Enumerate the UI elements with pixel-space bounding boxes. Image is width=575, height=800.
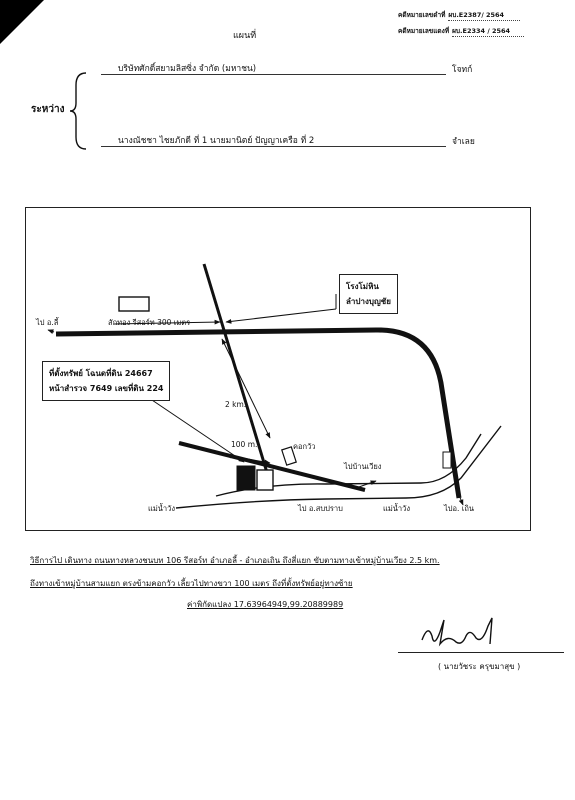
saktong-resort-label: สักทอง รีสอร์ท 300 เมตร: [108, 318, 191, 327]
defendant-role: จำเลย: [452, 137, 475, 147]
signer-name: ( นายวัชระ ครุขมาสุข ): [438, 662, 521, 671]
kok-wua-label: คอกวัว: [293, 442, 316, 451]
property-building: [257, 470, 273, 490]
distance-100m-label: 100 m.: [231, 440, 258, 449]
to-li-label: ไป อ.ลี้: [36, 318, 59, 327]
property-box: [42, 361, 170, 401]
to-sop-prap-label: ไป อ.สบปราบ: [298, 504, 343, 513]
river-left-label: แม่น้ำวัง: [148, 504, 175, 513]
directions-line-2: ถึงทางเข้าหมู่บ้านสามแยก ตรงข้ามคอกวัว เลี้ยวไปทางขวา 100 เมตร ถึงที่ตั้งทรัพย์อยู่ทางซ้าย: [30, 579, 353, 588]
red-case-number: คดีหมายเลขแดงที่ ผบ.E2334 / 2564: [398, 26, 524, 37]
river-right-label: แม่น้ำวัง: [383, 504, 410, 513]
between-label: ระหว่าง: [31, 104, 65, 115]
signature: [418, 614, 508, 654]
plaintiff-line: [101, 74, 446, 75]
document-title: แผนที่: [233, 31, 257, 41]
plaintiff-name: บริษัทศักดิ์สยามลิสซิ่ง จำกัด (มหาชน): [118, 64, 257, 74]
defendant-names: นางณัชชา ไชยภักดี ที่ 1 นายมานิตย์ ปัญญาเครือ ที่ 2: [118, 136, 315, 146]
bridge: [443, 452, 451, 468]
coordinates: ค่าพิกัดแปลง 17.63964949,99.20889989: [187, 600, 344, 609]
stone-mill-name: โรงโม่หิน: [346, 282, 379, 291]
resort-building: [119, 297, 149, 311]
to-thoen-label: ไปอ. เถิน: [444, 504, 475, 513]
property-deed: ที่ตั้งทรัพย์ โฉนดที่ดิน 24667: [49, 369, 153, 378]
directions-line-1: วิธีการไป เดินทาง ถนนทางหลวงชนบท 106 รีสอร์ท อำเภอลี้ - อำเภอเถิน ถึงสี่แยก ขับตามทางเข้าหมู่บ้านเวียง 2.5 km.: [30, 556, 440, 565]
distance-2km-label: 2 km.: [225, 400, 247, 409]
to-ban-wiang-label: ไปบ้านเวียง: [344, 462, 382, 471]
defendant-line: [101, 146, 446, 147]
property-survey: หน้าสำรวจ 7649 เลขที่ดิน 224: [49, 384, 164, 393]
party-brace: [68, 71, 90, 151]
stone-mill-box: [339, 274, 398, 314]
plaintiff-role: โจทก์: [452, 65, 473, 75]
stone-mill-owner: ลำปางบุญชัย: [346, 297, 391, 306]
property-parcel: [237, 466, 255, 490]
map-frame: [25, 207, 531, 531]
corner-mark: [0, 0, 44, 44]
signature-line: [398, 652, 564, 653]
black-case-number: คดีหมายเลขดำที่ ผบ.E2387/ 2564: [398, 10, 520, 21]
